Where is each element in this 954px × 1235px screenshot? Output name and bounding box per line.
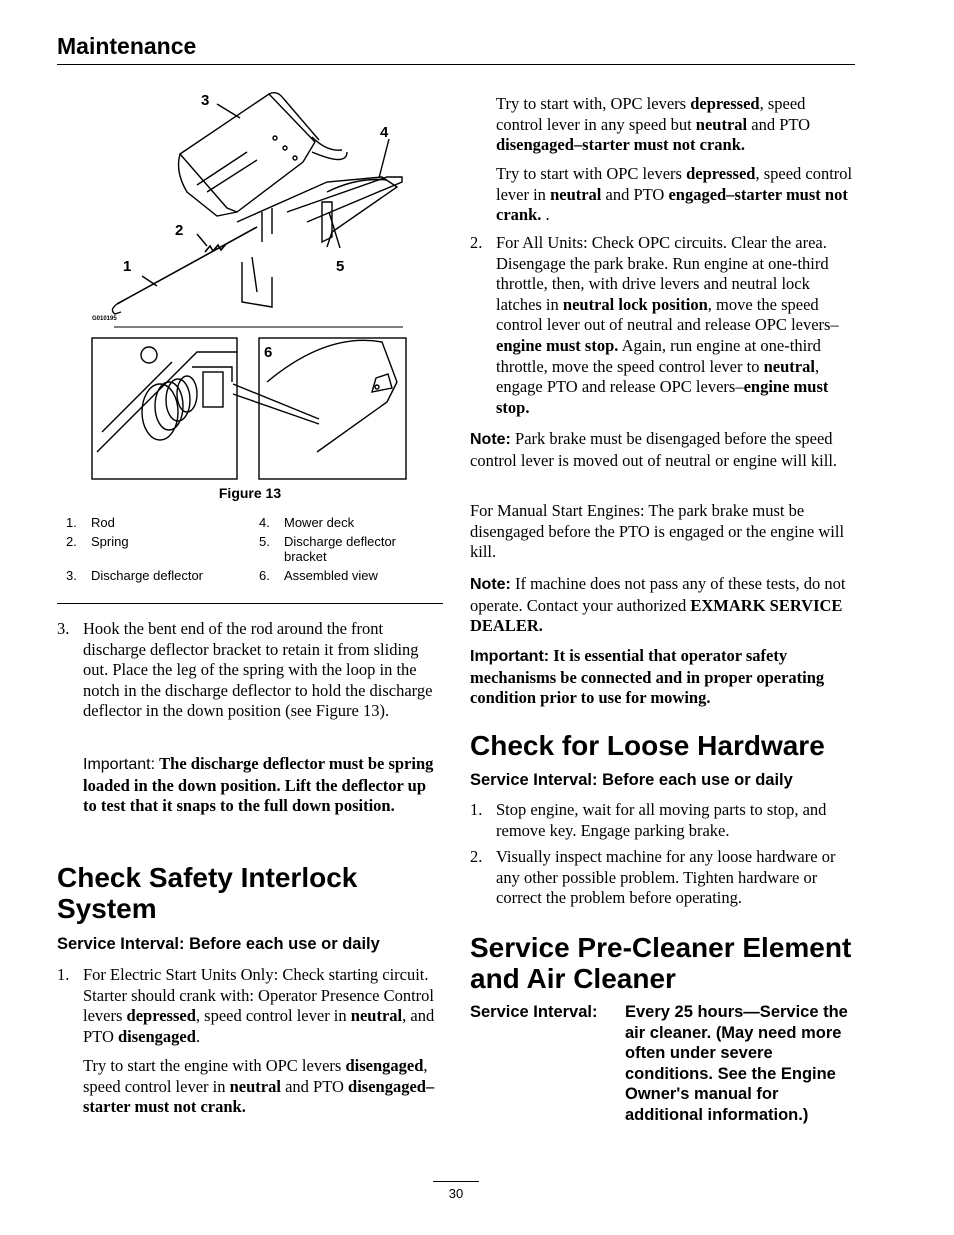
step-3-number: 3. <box>57 619 70 638</box>
callout-5: 5 <box>336 258 345 275</box>
note-park-brake: Note: Park brake must be disengaged before the speed control lever is moved out of neutral or engine will kill. <box>470 429 838 470</box>
figure-caption: Figure 13 <box>218 485 282 501</box>
legend <box>66 515 446 587</box>
callout-4: 4 <box>380 124 389 141</box>
step-1: For Electric Start Units Only: Check starting circuit. Starter should crank with: Operator Presence Control levers depressed, speed control lever in neutral, and PTO disengaged. <box>83 965 435 1046</box>
figure-illustration <box>57 82 443 482</box>
callout-2: 2 <box>175 222 184 239</box>
step-2-number: 2. <box>470 233 483 252</box>
legend-item: 2. <box>66 534 77 549</box>
step-3: Hook the bent end of the rod around the front discharge deflector bracket to retain it from sliding out. Place the leg of the spring with the loop in the notch in the discharge deflector to hold the discharge deflector in the down position (see Figure 13). <box>83 619 433 721</box>
service-interval-3-text: Every 25 hours—Service the air cleaner. (May need more often under severe conditions. See the Engine Owner's manual for additional information.) <box>625 1003 848 1124</box>
legend-rule <box>57 603 443 604</box>
heading-safety-interlock: Check Safety Interlock System <box>57 862 358 924</box>
legend-item: 4. <box>259 515 270 530</box>
manual-start-note: For Manual Start Engines: The park brake must be disengaged before the PTO is engaged or the engine will kill. <box>470 501 845 562</box>
important-text: The discharge deflector must be spring loaded in the down position. Lift the deflector up to test that it snaps to the full down position. <box>83 754 434 816</box>
service-interval-3-label: Service Interval: <box>470 1003 598 1021</box>
legend-item: 1. <box>66 515 77 530</box>
legend-text: Discharge deflector <box>91 568 203 583</box>
legend-text: Spring <box>91 534 129 549</box>
callout-1: 1 <box>123 258 132 275</box>
important-note-safety: Important: It is essential that operator safety mechanisms be connected and in proper operating condition prior to use for mowing. <box>470 646 825 708</box>
right-para-1: Try to start with, OPC levers depressed, speed control lever in any speed but neutral and PTO disengaged–starter must not crank. <box>496 94 811 155</box>
section-header: Maintenance <box>57 33 197 59</box>
figure-13 <box>57 82 443 482</box>
service-interval-1: Service Interval: Before each use or daily <box>57 935 380 953</box>
page-number: 30 <box>448 1186 464 1201</box>
legend-text: Mower deck <box>284 515 355 530</box>
loose-hardware-step-2: Visually inspect machine for any loose hardware or any other possible problem. Tighten hardware or correct the problem before operating. <box>496 847 836 908</box>
legend-item: 5. <box>259 534 270 549</box>
step-1-sub: Try to start the engine with OPC levers disengaged, speed control lever in neutral and PTO disengaged–starter must not crank. <box>83 1056 435 1117</box>
footer-rule <box>433 1181 479 1182</box>
legend-item: 6. <box>259 568 270 583</box>
note-tests: Note: If machine does not pass any of these tests, do not operate. Contact your authorized EXMARK SERVICE DEALER. <box>470 574 846 636</box>
service-interval-2: Service Interval: Before each use or daily <box>470 771 793 789</box>
important-label: Important: <box>83 756 156 773</box>
heading-air-cleaner: Service Pre-Cleaner Element and Air Cleaner <box>470 932 852 994</box>
right-para-2: Try to start with OPC levers depressed, speed control lever in neutral and PTO engaged–starter must not crank. . <box>496 164 853 225</box>
callout-6: 6 <box>264 344 273 361</box>
legend-text: Assembled view <box>284 568 378 583</box>
legend-text: Rod <box>91 515 115 530</box>
loose-hardware-step-1-number: 1. <box>470 800 483 819</box>
header-rule <box>57 64 855 65</box>
loose-hardware-step-1: Stop engine, wait for all moving parts to stop, and remove key. Engage parking brake. <box>496 800 827 840</box>
part-code: G010195 <box>92 316 117 322</box>
step-2: For All Units: Check OPC circuits. Clear the area. Disengage the park brake. Run engine at one-third throttle, then, with drive levers and neutral lock latches in neutral lock position, move the speed control lever out of neutral and release OPC levers–engine must stop. Again, run engine at one-third throttle, move the speed control lever to neutral, engage PTO and release OPC levers–engine must stop. <box>496 233 839 417</box>
loose-hardware-step-2-number: 2. <box>470 847 483 866</box>
callout-3: 3 <box>201 92 210 109</box>
legend-item: 3. <box>66 568 77 583</box>
heading-loose-hardware: Check for Loose Hardware <box>470 730 825 761</box>
important-note-deflector <box>83 754 443 817</box>
step-1-number: 1. <box>57 965 70 984</box>
legend-text: Discharge deflector bracket <box>284 534 396 564</box>
